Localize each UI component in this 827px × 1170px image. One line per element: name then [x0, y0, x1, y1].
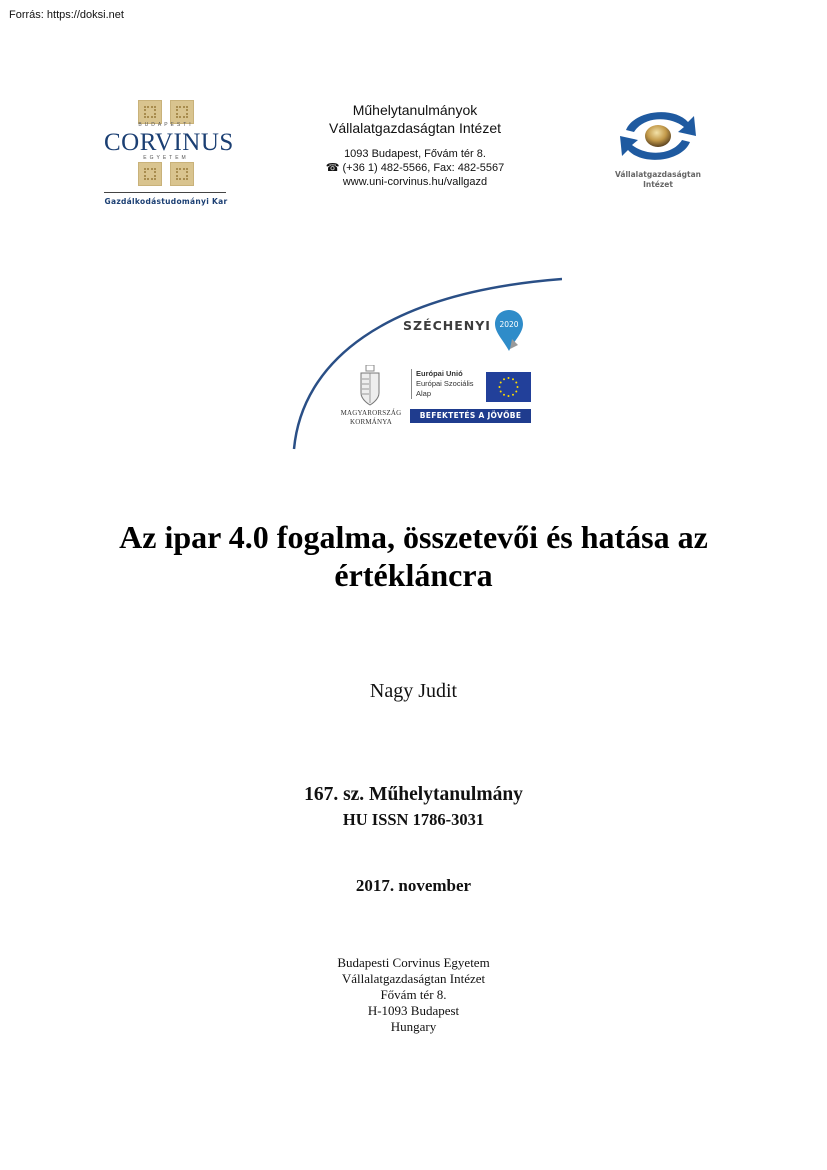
- header-phone: (+36 1) 482-5566, Fax: 482-5567: [342, 162, 505, 174]
- faculty-name: Gazdálkodástudományi Kar: [104, 197, 228, 206]
- corvinus-top-text: BUDAPESTI: [138, 122, 194, 128]
- szechenyi-name: SZÉCHENYI: [403, 318, 491, 333]
- eu-fund-label: Európai Unió Európai Szociális Alap: [411, 369, 474, 399]
- publisher-address: Budapesti Corvinus Egyetem Vállalatgazdaságtan Intézet Fővám tér 8. H-1093 Budapest Hungary: [337, 955, 490, 1034]
- header-line2: Vállalatgazdaságtan Intézet: [328, 120, 501, 136]
- svg-text:2020: 2020: [499, 320, 519, 329]
- ornament-icon: [170, 100, 194, 124]
- slogan-bar: BEFEKTETÉS A JÖVŐBE: [410, 409, 531, 423]
- institute-logo-label: Vállalatgazdaságtan Intézet: [615, 170, 701, 189]
- series-number: 167. sz. Műhelytanulmány: [304, 784, 523, 805]
- banner-arc: [272, 253, 562, 453]
- author-name: Nagy Judit: [369, 680, 458, 702]
- corvinus-name: CORVINUS: [104, 129, 234, 156]
- header-phone-row: [300, 161, 530, 175]
- location-pin-icon: [494, 309, 524, 353]
- government-label: MAGYARORSZÁG KORMÁNYA: [340, 409, 402, 426]
- telephone-icon: ☎: [325, 162, 340, 174]
- source-label: Forrás: https://doksi.net: [9, 9, 124, 21]
- ornament-icon: [138, 100, 162, 124]
- document-title: Az ipar 4.0 fogalma, összetevői és hatása az értékláncra: [119, 519, 708, 593]
- ornament-icon: [170, 162, 194, 186]
- header-address: 1093 Budapest, Fővám tér 8.: [344, 148, 486, 160]
- coat-of-arms-icon: [358, 365, 382, 407]
- header-line1: Műhelytanulmányok: [352, 102, 478, 118]
- header-web: www.uni-corvinus.hu/vallgazd: [342, 176, 488, 188]
- institute-header: [300, 101, 530, 189]
- institute-logo: [608, 104, 712, 194]
- ornament-icon: [138, 162, 162, 186]
- corvinus-bottom-text: EGYETEM: [143, 155, 189, 161]
- issn: HU ISSN 1786-3031: [342, 810, 485, 829]
- circular-arrows-icon: [608, 104, 708, 168]
- eu-flag-icon: [486, 372, 531, 402]
- corvinus-logo: [104, 100, 234, 218]
- divider: [104, 192, 226, 193]
- publication-date: 2017. november: [355, 876, 472, 895]
- szechenyi-banner: [272, 253, 562, 453]
